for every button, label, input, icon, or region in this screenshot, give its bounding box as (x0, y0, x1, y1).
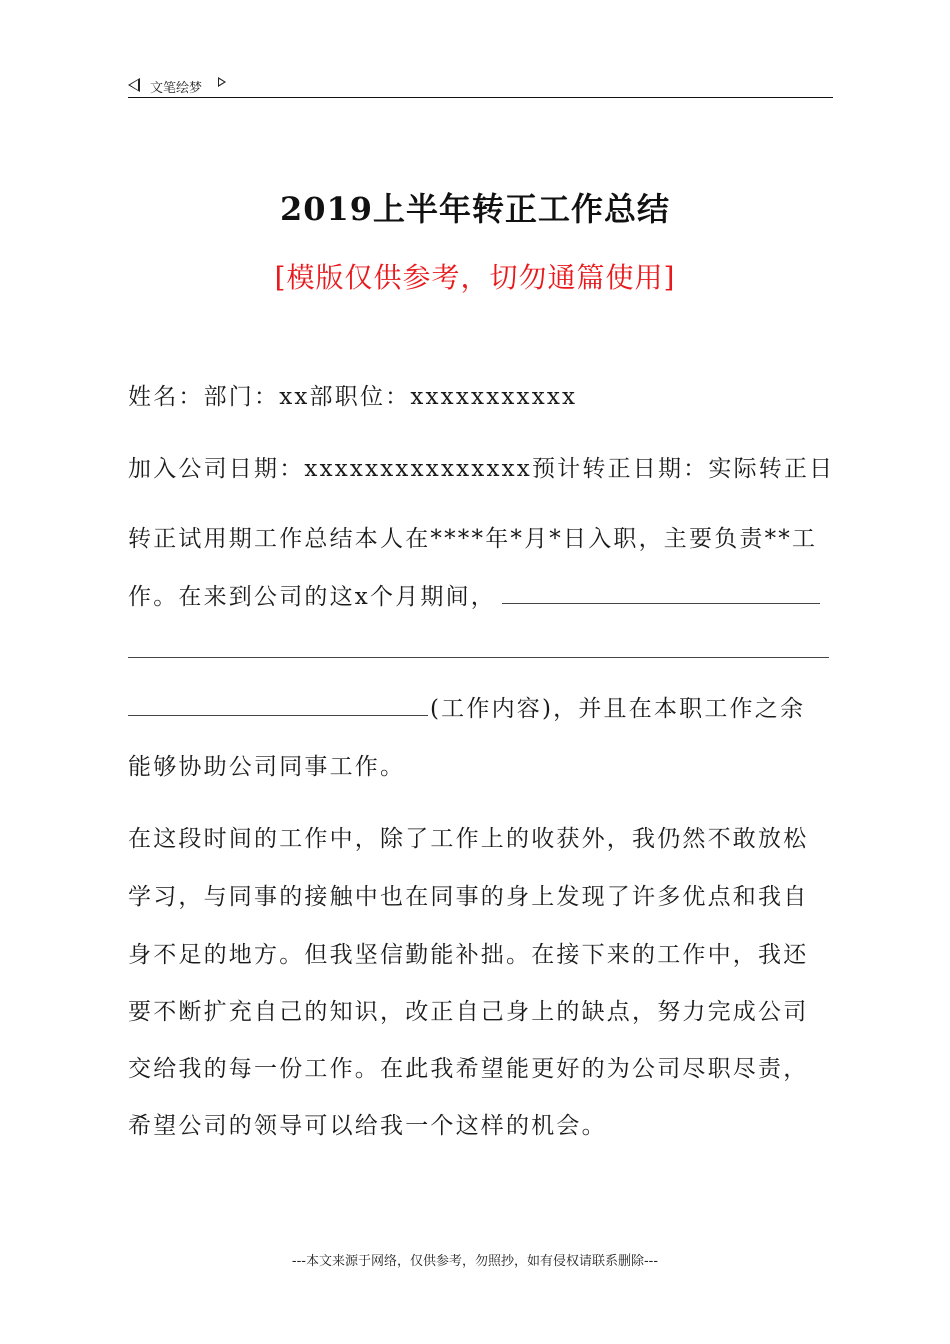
para1-line-2 (128, 578, 820, 611)
para1-line-3-text: (工作内容)，并且在本职工作之余 (430, 696, 806, 722)
header-divider (128, 97, 833, 98)
para1-line-1: 转正试用期工作总结本人在****年*月*日入职，主要负责**工 (128, 526, 818, 552)
fill-blank (502, 602, 820, 604)
document-title: 2019上半年转正工作总结 (279, 190, 671, 228)
fill-blank-full-line (128, 657, 829, 658)
page-header (128, 74, 832, 98)
triangle-right-icon (218, 77, 226, 87)
document-subtitle: [模版仅供参考，切勿通篇使用] (274, 261, 676, 294)
para2-line: 学习，与同事的接触中也在同事的身上发现了许多优点和我自 (128, 884, 809, 910)
header-brand: 文笔绘梦 (150, 81, 203, 96)
para1-line-3 (128, 690, 805, 723)
page-footer: ---本文来源于网络，仅供参考，勿照抄，如有侵权请联系删除--- (291, 1254, 659, 1269)
para2-line: 要不断扩充自己的知识，改正自己身上的缺点，努力完成公司 (128, 999, 809, 1025)
fill-blank (128, 714, 428, 716)
para2-line: 身不足的地方。但我坚信勤能补拙。在接下来的工作中，我还 (128, 942, 809, 968)
triangle-left-icon (128, 78, 140, 92)
para2-line: 在这段时间的工作中，除了工作上的收获外，我仍然不敢放松 (128, 826, 809, 852)
para1-line-4: 能够协助公司同事工作。 (128, 754, 406, 780)
info-line-1: 姓名：部门：xx部职位：xxxxxxxxxxx (128, 384, 578, 410)
para1-line-2-text: 作。在来到公司的这x个月期间， (128, 584, 496, 610)
para2-line: 交给我的每一份工作。在此我希望能更好的为公司尽职尽责， (128, 1056, 809, 1082)
para2-line: 希望公司的领导可以给我一个这样的机会。 (128, 1113, 607, 1139)
info-line-2: 加入公司日期：xxxxxxxxxxxxxxx预计转正日期：实际转正日 (128, 456, 835, 482)
